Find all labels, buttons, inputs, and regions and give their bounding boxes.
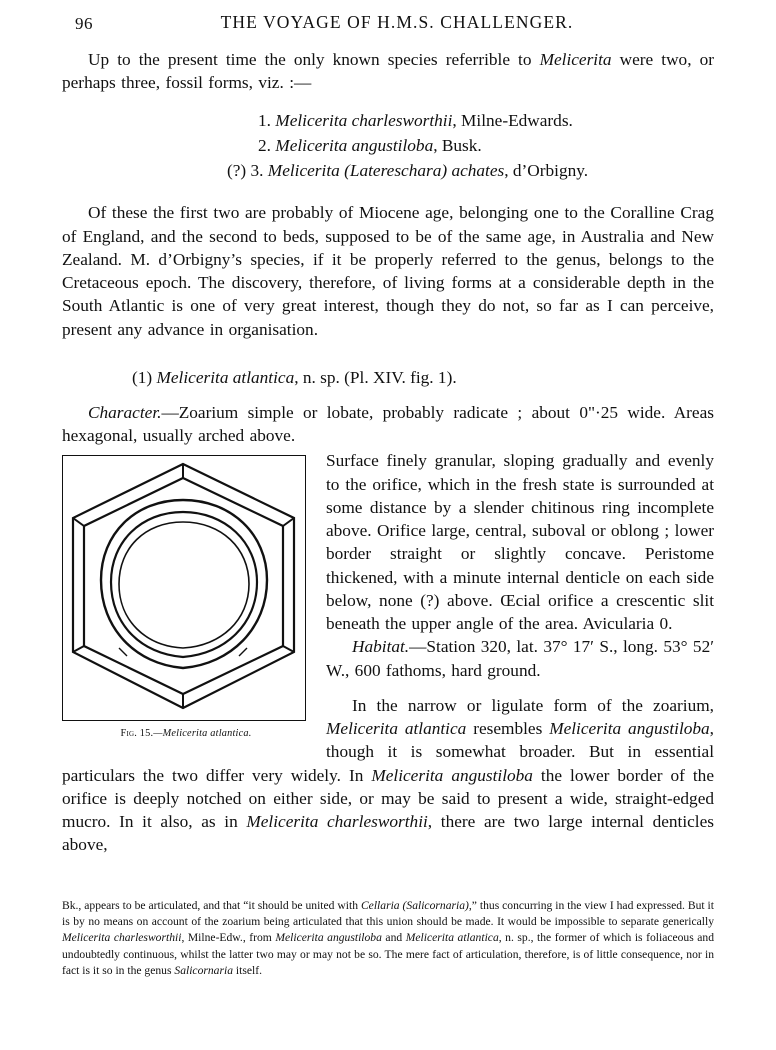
paragraph-intro-part1: Up to the present time the only known species referrible to: [88, 50, 540, 69]
footnote: [62, 898, 714, 979]
species-heading-rest: , n. sp. (Pl. XIV. fig. 1).: [294, 367, 457, 387]
figure-caption-label: Fig. 15.: [120, 728, 154, 740]
list-item-species: Melicerita (Latereschara) achates: [267, 161, 505, 180]
species-heading: [62, 368, 714, 388]
habitat-label: Habitat.: [352, 637, 410, 657]
list-item-author: , Milne-Edwards.: [452, 110, 573, 130]
comparison-part4: the lower border of the orifice is deeply notched on either side, or may be said to present a wide, straight-edged mucro. In it also, as in: [62, 765, 714, 831]
character-text: —Zoarium simple or lobate, probably radicate ; about 0"·25 wide. Areas hexagonal, usually arched above.: [62, 402, 714, 445]
figure-image-melicerita-atlantica: [62, 455, 306, 721]
list-item-species: Melicerita angustiloba: [275, 135, 434, 155]
figure-caption-species: —Melicerita atlantica.: [153, 728, 252, 740]
paragraph-discussion: Of these the first two are probably of Miocene age, belonging one to the Coralline Crag of England, and the second to beds, supposed to be of the same age, in Australia and New Zealand. M. d’Orbigny’s species, if it be properly referred to the genus, belongs to the Cretaceous epoch. The discovery, therefore, of living forms at a considerable depth in the South Atlantic is one of very great interest, though they do not, so far as I can perceive, present any advance in organisation.: [62, 203, 714, 339]
hexagon-zooecium-diagram: [63, 456, 304, 719]
comparison-species-3: Melicerita angustiloba: [371, 765, 533, 785]
figure-block: [62, 455, 310, 739]
footnote-italic-2: Melicerita charlesworthii: [62, 931, 182, 945]
footnote-part4: and: [381, 931, 406, 945]
list-item-number: 1.: [258, 110, 271, 130]
list-item: [62, 158, 714, 183]
list-item: [62, 133, 714, 158]
footnote-italic-1: Cellaria (Salicornaria): [360, 899, 469, 912]
footnote-part3: , Milne-Edw., from: [181, 931, 276, 945]
footnote-part2: ,” thus concurring in the view I had expressed. But it is by no means on account of the zoarium being articulated that this union should be made. It would be impossible to separate generically: [62, 899, 714, 929]
footnote-italic-3: Melicerita angustiloba: [275, 931, 382, 945]
figure-caption: [62, 728, 310, 739]
list-item: [62, 108, 714, 133]
running-head: THE VOYAGE OF H.M.S. CHALLENGER.: [220, 12, 574, 32]
species-list: [62, 108, 714, 184]
comparison-species-2: Melicerita angustiloba: [549, 719, 710, 738]
comparison-part1: In the narrow or ligulate form of the zoarium,: [352, 695, 714, 715]
comparison-species-4: Melicerita charlesworthii: [246, 812, 428, 831]
list-item-number: 2.: [258, 135, 271, 155]
comparison-species-1: Melicerita atlantica: [326, 719, 467, 738]
character-label: Character.: [88, 402, 162, 422]
species-name-melicerita: Melicerita: [539, 50, 612, 69]
species-heading-number: (1): [132, 367, 157, 387]
footnote-italic-5: Salicornaria: [174, 963, 234, 977]
list-item-author: , d’Orbigny.: [504, 161, 589, 180]
paragraph-character: [62, 401, 714, 448]
page-number: 96: [75, 14, 93, 33]
list-item-species: Melicerita charlesworthii: [275, 110, 453, 130]
paragraph-intro-part2: were two, or perhaps three, fossil forms, viz. :—: [62, 50, 714, 93]
paragraph-surface-description: Surface finely granular, sloping gradually and evenly to the orifice, which in the fresh state is surrounded at some distance by a slender chitinous ring incomplete above. Orifice large, central, suboval or oblong ; lower border straight or slightly concave. Peristome thickened, with a minute internal denticle on each side below, none (?) above. Œcial orifice a crescentic slit beneath the upper angle of the area. Avicularia 0.: [326, 451, 714, 633]
paragraph-intro: [62, 48, 714, 95]
comparison-part5: , there are two large internal denticles above,: [62, 812, 714, 855]
habitat-text: —Station 320, lat. 37° 17′ S., long. 53° 52′ W., 600 fathoms, hard ground.: [326, 637, 714, 680]
footnote-part1: Bk., appears to be articulated, and that “it should be united with: [62, 899, 361, 912]
page-header: [62, 0, 714, 48]
list-item-number: (?) 3.: [227, 161, 264, 180]
comparison-part2: resembles: [466, 719, 550, 738]
footnote-italic-4: Melicerita atlantica: [405, 931, 499, 945]
footnote-part6: itself.: [233, 963, 262, 977]
footnote-part5: , n. sp., the former of which is foliaceous and undoubtedly continuous, whilst the latter two may or may not be so. The mere fact of articulation, therefore, is of little consequence, nor in fact is it so in the genus: [62, 931, 714, 977]
comparison-part3: , though it is somewhat broader. But in essential particulars the two differ very widely. In: [62, 719, 714, 785]
list-item-author: , Busk.: [433, 135, 482, 155]
species-heading-name: Melicerita atlantica: [156, 367, 295, 387]
